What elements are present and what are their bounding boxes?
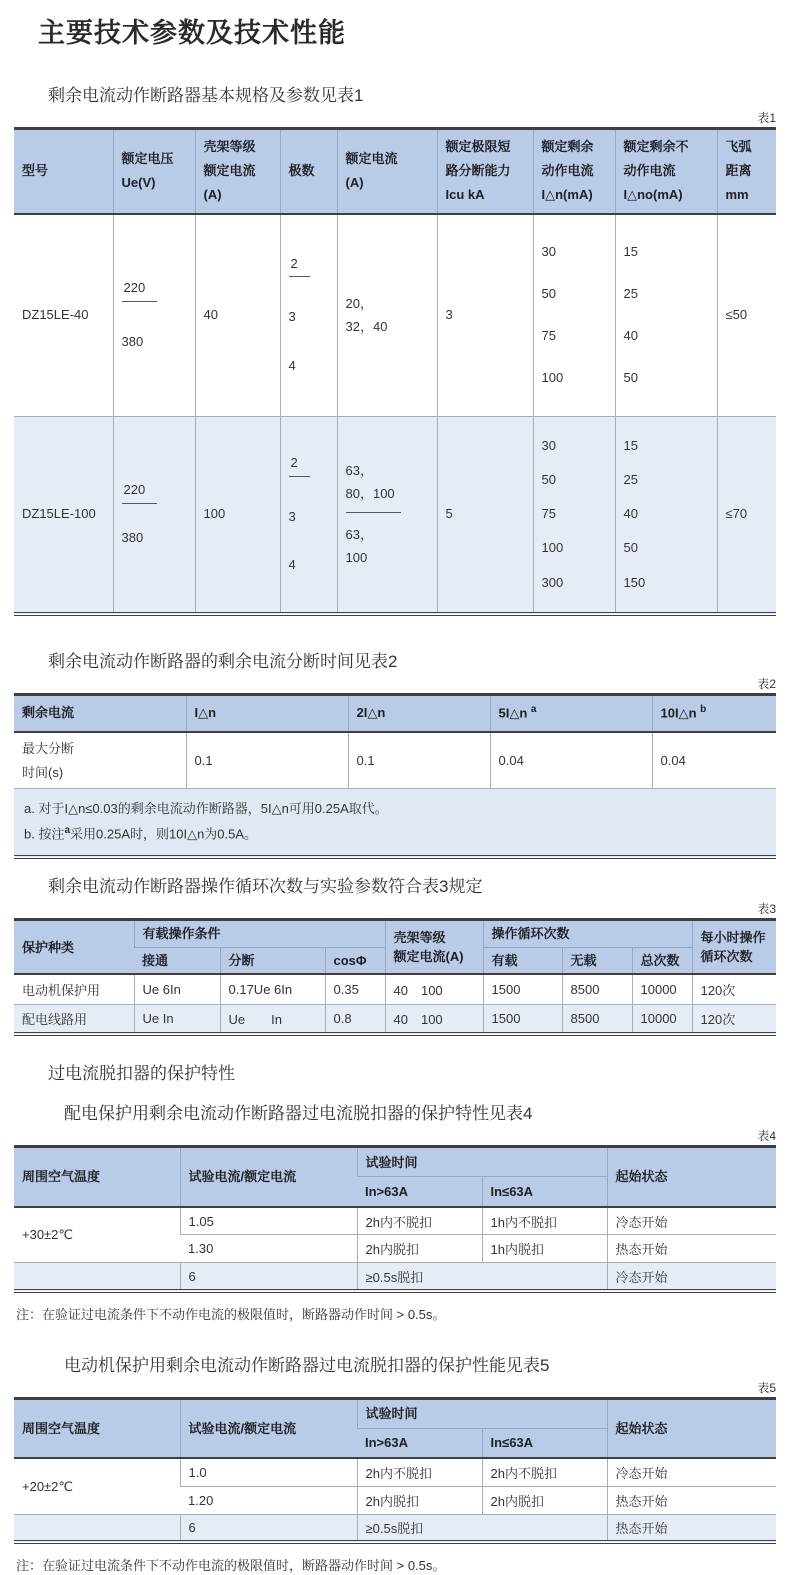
t5-cell: 1.20 [180, 1486, 357, 1514]
t3-col-off: 分断 [220, 947, 325, 974]
table2-break-time [14, 693, 776, 860]
t5-cell: 6 [180, 1514, 357, 1542]
t1-col-icu: 额定极限短 路分断能力 Icu kA [437, 129, 533, 214]
t4-cell: 2h内不脱扣 [357, 1207, 482, 1235]
table3-header-row-1 [14, 920, 776, 948]
t1-col-current: 额定电流 (A) [337, 129, 437, 214]
t2-col-2idn: 2I△n [348, 694, 490, 732]
table5-caption: 电动机保护用剩余电流动作断路器过电流脱扣器的保护性能见表5 [64, 1355, 550, 1375]
t3-cell: Ue In [134, 1004, 220, 1034]
t3-cell: 0.17Ue 6In [220, 974, 325, 1004]
t1-poles-cell: 2 3 4 [280, 416, 337, 614]
t5-col-gt63: In>63A [357, 1428, 482, 1458]
t4-cell: 1h内脱扣 [482, 1235, 607, 1263]
t5-temp-cell: +20±2℃ [14, 1458, 180, 1514]
table1-row-dz15le-40 [14, 214, 776, 417]
t3-cell: 8500 [562, 1004, 632, 1034]
t1-model-cell: DZ15LE-40 [14, 214, 113, 417]
t5-cell: 热态开始 [607, 1486, 776, 1514]
t5-cell: 冷态开始 [607, 1458, 776, 1486]
t1-icu-cell: 3 [437, 214, 533, 417]
table4-protection [14, 1145, 776, 1293]
t3-cell: 120次 [692, 974, 776, 1004]
t1-idno-cell: 15 25 40 50 150 [615, 416, 717, 614]
t1-col-arc: 飞弧 距离 mm [717, 129, 776, 214]
table5-protection [14, 1397, 776, 1545]
t3-group-cycles: 操作循环次数 [483, 920, 692, 948]
t1-arc-cell: ≤50 [717, 214, 776, 417]
table3-caption: 剩余电流动作断路器操作循环次数与实验参数符合表3规定 [48, 877, 483, 897]
t4-temp-cell: +30±2℃ [14, 1207, 180, 1263]
table5-row-1 [14, 1458, 776, 1486]
t3-cell: 配电线路用 [14, 1004, 134, 1034]
t5-col-temp: 周围空气温度 [14, 1398, 180, 1458]
t4-cell: 2h内脱扣 [357, 1235, 482, 1263]
table2-data-row [14, 732, 776, 788]
t2-col-residual: 剩余电流 [14, 694, 186, 732]
t3-col-on: 接通 [134, 947, 220, 974]
table2-header-row [14, 694, 776, 732]
t4-col-gt63: In>63A [357, 1177, 482, 1207]
t1-model-cell: DZ15LE-100 [14, 416, 113, 614]
t1-frame-cell: 100 [195, 416, 280, 614]
t4-empty-cell [14, 1263, 180, 1291]
table3-label: 表3 [757, 902, 776, 917]
t2-value-cell: 0.1 [348, 732, 490, 788]
t1-col-poles: 极数 [280, 129, 337, 214]
t1-poles-cell: 2 3 4 [280, 214, 337, 417]
t3-col-unloaded: 无载 [562, 947, 632, 974]
t5-empty-cell [14, 1514, 180, 1542]
t3-col-frame: 壳架等级 额定电流(A) [385, 920, 483, 975]
t2-value-cell: 0.04 [652, 732, 776, 788]
t4-col-le63: In≤63A [482, 1177, 607, 1207]
t2-col-5idn: 5I△n $^a$ [490, 694, 652, 732]
t5-cell: 2h内脱扣 [357, 1486, 482, 1514]
t3-cell: Ue In [220, 1004, 325, 1034]
t3-cell: 1500 [483, 974, 562, 1004]
t4-cell: 热态开始 [607, 1235, 776, 1263]
table2-caption: 剩余电流动作断路器的剩余电流分断时间见表2 [48, 651, 398, 671]
table3-row-motor [14, 974, 776, 1004]
t3-cell: 120次 [692, 1004, 776, 1034]
table5-label: 表5 [757, 1380, 776, 1395]
t1-idno-cell: 15 25 40 50 [615, 214, 717, 417]
t3-cell: 电动机保护用 [14, 974, 134, 1004]
t3-col-kind: 保护种类 [14, 920, 134, 975]
t2-row-label: 最大分断 时间(s) [14, 732, 186, 788]
table3-cycles [14, 918, 776, 1036]
table1-caption: 剩余电流动作断路器基本规格及参数见表1 [48, 86, 364, 105]
t2-value-cell: 0.04 [490, 732, 652, 788]
t4-col-temp: 周围空气温度 [14, 1147, 180, 1207]
t4-col-start: 起始状态 [607, 1147, 776, 1207]
spec-page [0, 16, 790, 1574]
t5-cell: 1.0 [180, 1458, 357, 1486]
t3-group-load-cond: 有载操作条件 [134, 920, 385, 948]
t5-group-time: 试验时间 [357, 1398, 607, 1428]
t5-cell: 2h内脱扣 [482, 1486, 607, 1514]
t3-col-loaded: 有载 [483, 947, 562, 974]
table4-label: 表4 [757, 1129, 776, 1144]
t5-col-start: 起始状态 [607, 1398, 776, 1458]
section4-title: 过电流脱扣器的保护特性 [48, 1064, 235, 1084]
t3-cell: 10000 [632, 1004, 692, 1034]
t1-current-cell: 63， 80，100 63， 100 [337, 416, 437, 614]
t1-idn-cell: 30 50 75 100 [533, 214, 615, 417]
table4-header-row-1 [14, 1147, 776, 1177]
page-title: 主要技术参数及技术性能 [38, 18, 346, 48]
table4-row-3 [14, 1263, 776, 1291]
t1-idn-cell: 30 50 75 100 300 [533, 416, 615, 614]
t3-cell: 40 100 [385, 1004, 483, 1034]
t1-col-voltage: 额定电压 Ue(V) [113, 129, 195, 214]
t1-frame-cell: 40 [195, 214, 280, 417]
t3-cell: 40 100 [385, 974, 483, 1004]
t3-cell: 1500 [483, 1004, 562, 1034]
table5-row-3 [14, 1514, 776, 1542]
t5-col-le63: In≤63A [482, 1428, 607, 1458]
table4-row-1 [14, 1207, 776, 1235]
footnote-a: a. 对于I△n≤0.03的剩余电流动作断路器，5I△n可用0.25A取代。 [24, 800, 388, 816]
t1-voltage-cell: 220 380 [113, 416, 195, 614]
table4-caption: 配电保护用剩余电流动作断路器过电流脱扣器的保护特性见表4 [64, 1104, 533, 1124]
t4-cell: 1h内不脱扣 [482, 1207, 607, 1235]
table5-note: 注：在验证过电流条件下不动作电流的极限值时，断路器动作时间 > 0.5s。 [16, 1558, 446, 1574]
t3-col-per-hour: 每小时操作 循环次数 [692, 920, 776, 975]
table1-specs [14, 127, 776, 616]
t3-col-cos: cosΦ [325, 947, 385, 974]
t3-cell: 10000 [632, 974, 692, 1004]
table1-label: 表1 [757, 111, 776, 125]
t4-cell: ≥0.5s脱扣 [357, 1263, 607, 1291]
t3-cell: Ue 6In [134, 974, 220, 1004]
t1-current-cell: 20， 32，40 [337, 214, 437, 417]
table4-note: 注：在验证过电流条件下不动作电流的极限值时，断路器动作时间 > 0.5s。 [16, 1306, 446, 1322]
t5-cell: 热态开始 [607, 1514, 776, 1542]
t4-cell: 1.30 [180, 1235, 357, 1263]
t2-footnote-cell [14, 788, 776, 857]
t2-col-idn: I△n [186, 694, 348, 732]
t1-icu-cell: 5 [437, 416, 533, 614]
t1-col-model: 型号 [14, 129, 113, 214]
table1-row-dz15le-100 [14, 416, 776, 614]
table2-label: 表2 [757, 676, 776, 691]
table5-header-row-1 [14, 1398, 776, 1428]
footnote-b: b. 按注$^a$采用0.25A时，则10I△n为0.5A。 [24, 825, 258, 842]
t1-voltage-cell: 220 380 [113, 214, 195, 417]
t4-col-ratio: 试验电流/额定电流 [180, 1147, 357, 1207]
t4-cell: 冷态开始 [607, 1207, 776, 1235]
t4-cell: 1.05 [180, 1207, 357, 1235]
t5-cell: 2h内不脱扣 [357, 1458, 482, 1486]
t3-cell: 0.35 [325, 974, 385, 1004]
t4-cell: 6 [180, 1263, 357, 1291]
t5-cell: 2h内不脱扣 [482, 1458, 607, 1486]
table1-header-row [14, 129, 776, 214]
t4-cell: 冷态开始 [607, 1263, 776, 1291]
t2-col-10idn: 10I△n $^b$ [652, 694, 776, 732]
t5-col-ratio: 试验电流/额定电流 [180, 1398, 357, 1458]
t3-col-total: 总次数 [632, 947, 692, 974]
t4-group-time: 试验时间 [357, 1147, 607, 1177]
table2-footnotes [14, 788, 776, 857]
t1-col-idn: 额定剩余 动作电流 I△n(mA) [533, 129, 615, 214]
t3-cell: 0.8 [325, 1004, 385, 1034]
t3-cell: 8500 [562, 974, 632, 1004]
t1-arc-cell: ≤70 [717, 416, 776, 614]
t1-col-frame: 壳架等级 额定电流 (A) [195, 129, 280, 214]
t2-value-cell: 0.1 [186, 732, 348, 788]
table3-row-distribution [14, 1004, 776, 1034]
t1-col-idno: 额定剩余不 动作电流 I△no(mA) [615, 129, 717, 214]
t5-cell: ≥0.5s脱扣 [357, 1514, 607, 1542]
